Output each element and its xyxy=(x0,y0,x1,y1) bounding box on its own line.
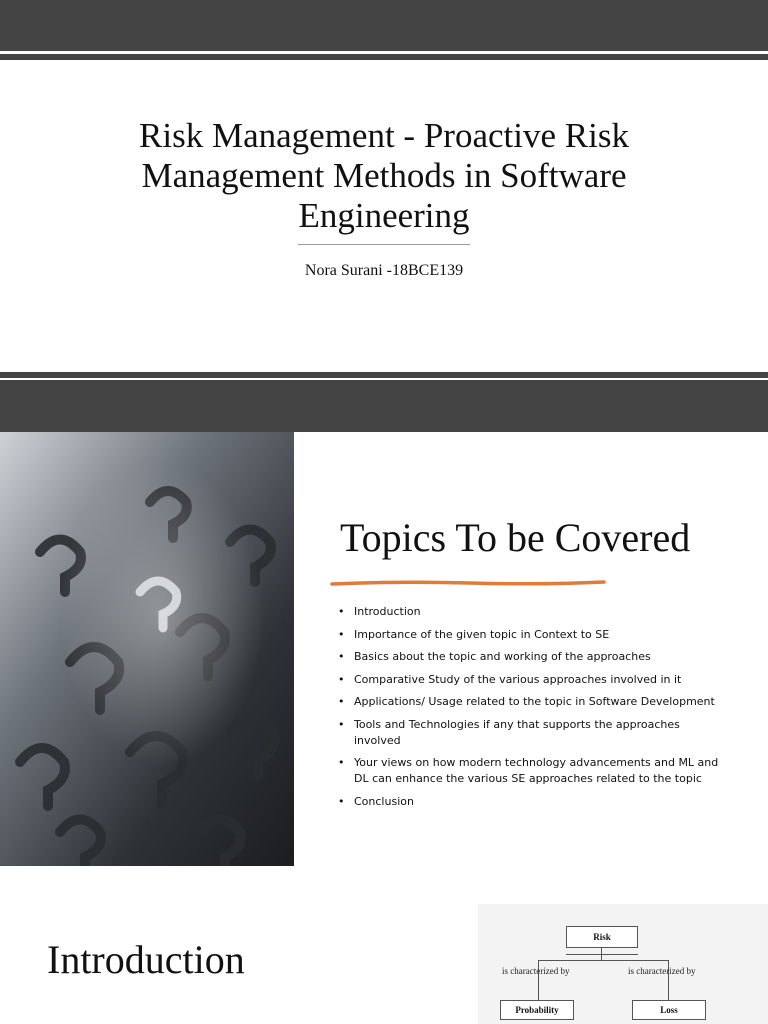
diagram-root-underline xyxy=(566,954,638,955)
topic-item xyxy=(336,717,728,749)
topics-slide xyxy=(0,380,768,866)
title-slide xyxy=(0,0,768,380)
header-band-line xyxy=(0,54,768,60)
diagram-right-child-box xyxy=(632,1000,706,1020)
title-divider xyxy=(298,244,470,245)
bullet-icon: • xyxy=(338,650,345,663)
topic-text: Tools and Technologies if any that supports the approaches involved xyxy=(354,717,680,747)
introduction-slide xyxy=(0,866,768,1024)
topic-text: Basics about the topic and working of the approaches xyxy=(354,650,651,663)
topic-item xyxy=(336,649,728,665)
topic-text: Conclusion xyxy=(354,794,414,808)
risk-diagram xyxy=(478,904,768,1024)
topic-text: Introduction xyxy=(354,605,421,618)
topic-item xyxy=(336,755,728,787)
topic-text: Your views on how modern technology advancements and ML and DL can enhance the various SE approaches related to the topic xyxy=(354,756,719,785)
diagram-left-child-box xyxy=(500,1000,574,1020)
footer-band-line xyxy=(0,372,768,378)
bullet-icon: • xyxy=(338,794,345,808)
presentation-title: Risk Management - Proactive Risk Management Methods in Software Engineering xyxy=(139,116,629,235)
diagram-root-label: Risk xyxy=(593,932,611,942)
question-marks-photo xyxy=(0,432,294,866)
bullet-icon: • xyxy=(338,756,345,769)
diagram-connector xyxy=(601,948,602,960)
diagram-root-box xyxy=(566,926,638,948)
bullet-icon: • xyxy=(338,605,345,618)
author-subtitle: Nora Surani -18BCE139 xyxy=(304,262,464,279)
topic-text: Applications/ Usage related to the topic in Software Development xyxy=(354,695,715,708)
topic-item xyxy=(336,794,728,810)
diagram-left-edge-label: is characterized by xyxy=(502,966,570,976)
topics-list xyxy=(336,604,728,816)
topic-item xyxy=(336,672,728,688)
diagram-right-edge-label: is characterized by xyxy=(628,966,696,976)
topic-item xyxy=(336,694,728,710)
introduction-title: Introduction xyxy=(47,937,245,982)
topic-item xyxy=(336,604,728,620)
diagram-connector xyxy=(538,960,668,961)
diagram-right-child-label: Loss xyxy=(660,1005,678,1015)
topic-item xyxy=(336,627,728,643)
title-accent-underline xyxy=(330,576,606,590)
topic-text: Importance of the given topic in Context to SE xyxy=(354,627,610,641)
diagram-left-child-label: Probability xyxy=(515,1005,559,1015)
bullet-icon: • xyxy=(338,672,345,686)
bullet-icon: • xyxy=(338,695,345,708)
bullet-icon: • xyxy=(338,717,345,731)
header-band xyxy=(0,380,768,432)
topic-text: Comparative Study of the various approaches involved in it xyxy=(354,672,682,686)
header-band xyxy=(0,0,768,51)
bullet-icon: • xyxy=(338,627,345,641)
topics-title: Topics To be Covered xyxy=(340,515,691,560)
